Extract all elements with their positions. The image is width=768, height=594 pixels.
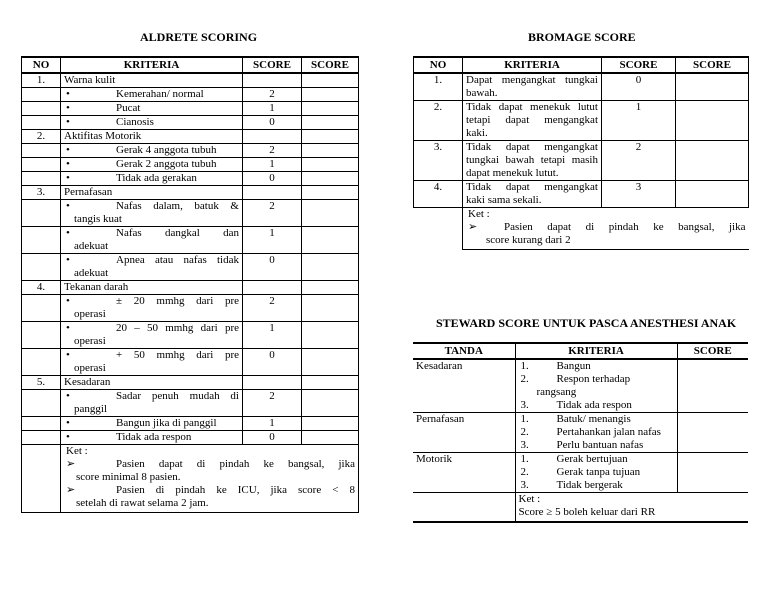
steward-kriteria [515, 399, 677, 413]
steward-item-text: Tidak ada respon [556, 399, 632, 411]
aldrete-empty-cell [302, 227, 359, 254]
aldrete-item-score: 1 [243, 102, 302, 116]
steward-kriteria-line [519, 466, 674, 479]
aldrete-ket-2: Pasien di pindah ke ICU, jika score < 8 [116, 484, 355, 496]
aldrete-item-row [22, 88, 359, 102]
steward-tanda: Kesadaran [416, 360, 463, 372]
bromage-empty-cell [676, 73, 749, 101]
aldrete-item-criteria [61, 172, 243, 186]
aldrete-empty-cell [302, 73, 359, 88]
aldrete-empty-cell [22, 200, 61, 227]
aldrete-item-score: 0 [243, 172, 302, 186]
aldrete-item-row [22, 158, 359, 172]
aldrete-section-no: 3. [22, 186, 61, 200]
steward-kriteria [515, 466, 677, 479]
aldrete-header-score: SCORE [243, 57, 302, 73]
bromage-header-no: NO [414, 57, 463, 73]
aldrete-bullet-line [64, 349, 239, 362]
bromage-table [413, 56, 749, 250]
aldrete-empty-cell [22, 322, 61, 349]
steward-item-text: Gerak tanpa tujuan [556, 466, 641, 478]
aldrete-bullet-line [64, 390, 239, 403]
bromage-criteria-line: bawah. [466, 87, 498, 99]
aldrete-empty-cell [22, 390, 61, 417]
steward-ket-cell [515, 493, 748, 523]
steward-ket-label: Ket : [518, 493, 541, 505]
aldrete-item-row [22, 116, 359, 130]
aldrete-item-row [22, 322, 359, 349]
steward-item-number: 3. [520, 439, 529, 451]
bromage-criteria-line: Tidak dapat mengangkat [466, 181, 598, 193]
steward-kriteria-line [519, 360, 674, 373]
aldrete-item-score: 0 [243, 431, 302, 445]
bullet-icon: • [66, 102, 70, 114]
aldrete-item-text: 20 – 50 mmhg dari pre [116, 322, 239, 334]
aldrete-item-score: 2 [243, 200, 302, 227]
steward-tanda [413, 479, 515, 493]
steward-kriteria-line [519, 453, 674, 466]
aldrete-empty-cell [302, 295, 359, 322]
aldrete-item-text: Cianosis [116, 116, 154, 128]
aldrete-empty-cell [302, 200, 359, 227]
steward-tanda [413, 399, 515, 413]
steward-score [677, 413, 748, 427]
aldrete-bullet-line [64, 158, 239, 171]
aldrete-item-text-cont: tangis kuat [74, 213, 122, 225]
steward-item-number: 3. [520, 399, 529, 411]
bromage-ket-text-cont: score kurang dari 2 [486, 234, 571, 246]
steward-row [413, 439, 748, 453]
aldrete-item-criteria [61, 295, 243, 322]
steward-row [413, 373, 748, 399]
aldrete-empty-cell [243, 376, 302, 390]
aldrete-ket-1-cont: score minimal 8 pasien. [76, 471, 181, 483]
aldrete-header-kriteria: KRITERIA [61, 57, 243, 73]
aldrete-empty-cell [302, 116, 359, 130]
bromage-row-score: 1 [602, 101, 676, 141]
steward-item-text: Gerak bertujuan [556, 453, 628, 465]
bromage-empty-cell [676, 181, 749, 208]
aldrete-item-text-cont: adekuat [74, 267, 109, 279]
aldrete-item-row [22, 144, 359, 158]
arrow-bullet-icon: ➢ [468, 221, 478, 233]
aldrete-section-no: 5. [22, 376, 61, 390]
steward-table [413, 342, 748, 523]
steward-item-number: 1. [520, 453, 529, 465]
aldrete-item-score: 1 [243, 322, 302, 349]
steward-ket-row [413, 493, 748, 523]
steward-header-score: SCORE [677, 343, 748, 359]
steward-item-number: 1. [520, 413, 529, 425]
aldrete-section-label: Pernafasan [61, 186, 243, 200]
steward-item-text: Perlu bantuan nafas [556, 439, 644, 451]
bullet-icon: • [66, 322, 70, 334]
steward-row [413, 466, 748, 479]
steward-kriteria-line [519, 426, 674, 439]
steward-row [413, 426, 748, 439]
bromage-row-no: 1. [414, 73, 463, 101]
aldrete-item-criteria [61, 200, 243, 227]
aldrete-item-row [22, 172, 359, 186]
aldrete-item-row [22, 295, 359, 322]
aldrete-section-row [22, 186, 359, 200]
aldrete-empty-cell [302, 390, 359, 417]
steward-item-text: Respon terhadap [556, 373, 631, 385]
aldrete-empty-cell [302, 186, 359, 200]
aldrete-section-no: 4. [22, 281, 61, 295]
bromage-row-no: 2. [414, 101, 463, 141]
steward-tanda [413, 426, 515, 439]
steward-tanda: Motorik [416, 453, 453, 465]
aldrete-empty-cell [22, 431, 61, 445]
steward-item-text: Batuk/ menangis [556, 413, 631, 425]
aldrete-ket-row [22, 445, 359, 513]
aldrete-empty-cell [243, 281, 302, 295]
aldrete-header-no: NO [22, 57, 61, 73]
aldrete-empty-cell [22, 349, 61, 376]
steward-row [413, 479, 748, 493]
bromage-ket-cell [463, 208, 749, 250]
aldrete-section-no: 2. [22, 130, 61, 144]
arrow-bullet-icon: ➢ [66, 484, 76, 496]
aldrete-item-row [22, 200, 359, 227]
aldrete-item-criteria [61, 144, 243, 158]
aldrete-empty-cell [22, 116, 61, 130]
steward-header-row [413, 343, 748, 359]
bromage-row-criteria [463, 181, 602, 208]
steward-score [677, 373, 748, 399]
aldrete-ket-2-cont: setelah di rawat selama 2 jam. [76, 497, 209, 509]
aldrete-item-score: 2 [243, 390, 302, 417]
steward-item-text: Tidak bergerak [556, 479, 623, 491]
bromage-row-criteria [463, 141, 602, 181]
aldrete-empty-cell [22, 227, 61, 254]
aldrete-section-no: 1. [22, 73, 61, 88]
aldrete-empty-cell [302, 376, 359, 390]
aldrete-item-row [22, 254, 359, 281]
bromage-criteria-line: tungkai bawah tetapi masih [466, 154, 598, 166]
steward-kriteria-line [519, 413, 674, 426]
steward-kriteria [515, 426, 677, 439]
bromage-criteria-line: kaki. [466, 127, 488, 139]
bromage-row-no: 4. [414, 181, 463, 208]
aldrete-item-text: Sadar penuh mudah di [116, 390, 239, 402]
steward-score [677, 453, 748, 467]
aldrete-item-row [22, 390, 359, 417]
steward-item-number: 2. [520, 426, 529, 438]
aldrete-item-criteria [61, 116, 243, 130]
steward-kriteria [515, 359, 677, 373]
steward-item-number: 2. [520, 466, 529, 478]
aldrete-item-criteria [61, 417, 243, 431]
bromage-criteria-line: dapat menekuk lutut. [466, 167, 559, 179]
aldrete-empty-cell [22, 295, 61, 322]
aldrete-bullet-line [64, 102, 239, 115]
aldrete-empty-cell [302, 158, 359, 172]
steward-row [413, 399, 748, 413]
bromage-header-kriteria: KRITERIA [463, 57, 602, 73]
aldrete-item-criteria [61, 158, 243, 172]
bromage-criteria-line: kaki sama sekali. [466, 194, 542, 206]
steward-title: STEWARD SCORE UNTUK PASCA ANESTHESI ANAK [436, 316, 737, 330]
aldrete-section-label: Warna kulit [61, 73, 243, 88]
aldrete-bullet-line [64, 144, 239, 157]
aldrete-item-row [22, 349, 359, 376]
steward-tanda: Pernafasan [416, 413, 465, 425]
bullet-icon: • [66, 144, 70, 156]
aldrete-empty-cell [22, 417, 61, 431]
aldrete-item-criteria [61, 88, 243, 102]
steward-kriteria [515, 439, 677, 453]
steward-kriteria-line [519, 439, 674, 452]
aldrete-bullet-line [64, 227, 239, 240]
aldrete-empty-cell [302, 254, 359, 281]
steward-score [677, 399, 748, 413]
steward-kriteria-line [519, 399, 674, 412]
bromage-row-criteria [463, 73, 602, 101]
steward-score [677, 439, 748, 453]
bromage-ket-row [414, 208, 749, 250]
aldrete-bullet-line [64, 431, 239, 444]
aldrete-section-row [22, 281, 359, 295]
aldrete-empty-cell [302, 322, 359, 349]
aldrete-bullet-line [64, 322, 239, 335]
bullet-icon: • [66, 200, 70, 212]
steward-empty-cell [413, 493, 515, 523]
aldrete-item-text-cont: operasi [74, 362, 106, 374]
bullet-icon: • [66, 116, 70, 128]
steward-kriteria-line [519, 373, 674, 386]
bromage-header-score: SCORE [602, 57, 676, 73]
steward-tanda [413, 439, 515, 453]
aldrete-item-row [22, 102, 359, 116]
bromage-header-score-2: SCORE [676, 57, 749, 73]
aldrete-empty-cell [302, 349, 359, 376]
aldrete-empty-cell [22, 144, 61, 158]
bromage-empty-cell [676, 101, 749, 141]
aldrete-item-row [22, 431, 359, 445]
steward-kriteria [515, 453, 677, 467]
bullet-icon: • [66, 254, 70, 266]
aldrete-empty-cell [22, 254, 61, 281]
aldrete-empty-cell [243, 73, 302, 88]
aldrete-bullet-line [64, 88, 239, 101]
aldrete-item-score: 2 [243, 144, 302, 158]
aldrete-bullet-line [64, 254, 239, 267]
arrow-bullet-icon: ➢ [66, 458, 76, 470]
steward-item-text: Pertahankan jalan nafas [556, 426, 661, 438]
steward-kriteria [515, 479, 677, 493]
steward-score [677, 466, 748, 479]
aldrete-item-row [22, 417, 359, 431]
bromage-row [414, 73, 749, 101]
aldrete-bullet-line [64, 116, 239, 129]
aldrete-empty-cell [22, 172, 61, 186]
bromage-criteria-line: Tidak dapat mengangkat [466, 141, 598, 153]
aldrete-bullet-line [64, 172, 239, 185]
bromage-row-score: 0 [602, 73, 676, 101]
steward-item-number: 2. [520, 373, 529, 385]
bullet-icon: • [66, 431, 70, 443]
steward-header-kriteria: KRITERIA [515, 343, 677, 359]
aldrete-ket-line-2 [64, 484, 355, 497]
bromage-empty-cell [414, 208, 463, 250]
aldrete-empty-cell [22, 102, 61, 116]
steward-item-number: 1. [520, 360, 529, 372]
bromage-row-no: 3. [414, 141, 463, 181]
aldrete-ket-label: Ket : [66, 445, 88, 457]
bromage-title: BROMAGE SCORE [528, 30, 636, 44]
aldrete-empty-cell [22, 158, 61, 172]
aldrete-empty-cell [302, 102, 359, 116]
aldrete-section-label: Tekanan darah [61, 281, 243, 295]
aldrete-item-text: Apnea atau nafas tidak [116, 254, 239, 266]
aldrete-empty-cell [302, 88, 359, 102]
aldrete-empty-cell [243, 186, 302, 200]
aldrete-bullet-line [64, 295, 239, 308]
aldrete-item-text: Nafas dalam, batuk & [116, 200, 239, 212]
steward-score [677, 426, 748, 439]
aldrete-empty-cell [302, 130, 359, 144]
steward-row [413, 413, 748, 427]
steward-kriteria-line [519, 479, 674, 492]
aldrete-item-row [22, 227, 359, 254]
aldrete-section-label: Aktifitas Motorik [61, 130, 243, 144]
bromage-row-score: 3 [602, 181, 676, 208]
steward-kriteria [515, 373, 677, 399]
aldrete-item-text-cont: operasi [74, 308, 106, 320]
bromage-empty-cell [676, 141, 749, 181]
bullet-icon: • [66, 417, 70, 429]
aldrete-item-text: Bangun jika di panggil [116, 417, 217, 429]
aldrete-item-criteria [61, 102, 243, 116]
aldrete-section-row [22, 376, 359, 390]
steward-row [413, 453, 748, 467]
aldrete-bullet-line [64, 200, 239, 213]
aldrete-item-criteria [61, 349, 243, 376]
bullet-icon: • [66, 227, 70, 239]
aldrete-item-text: Gerak 2 anggota tubuh [116, 158, 217, 170]
aldrete-empty-cell [243, 130, 302, 144]
aldrete-item-score: 0 [243, 116, 302, 130]
aldrete-empty-cell [302, 172, 359, 186]
aldrete-item-criteria [61, 254, 243, 281]
aldrete-item-score: 1 [243, 417, 302, 431]
bullet-icon: • [66, 158, 70, 170]
steward-kriteria [515, 413, 677, 427]
bromage-criteria-line: tetapi dapat mengangkat [466, 114, 598, 126]
aldrete-item-text: Nafas dangkal dan [116, 227, 239, 239]
aldrete-item-score: 0 [243, 254, 302, 281]
steward-tanda [413, 373, 515, 399]
aldrete-item-text: + 50 mmhg dari pre [116, 349, 239, 361]
aldrete-bullet-line [64, 417, 239, 430]
aldrete-item-criteria [61, 227, 243, 254]
bromage-criteria-line: Tidak dapat menekuk lutut [466, 101, 598, 113]
aldrete-item-criteria [61, 431, 243, 445]
aldrete-item-score: 2 [243, 88, 302, 102]
bromage-criteria-line: Dapat mengangkat tungkai [466, 74, 598, 86]
aldrete-section-row [22, 73, 359, 88]
aldrete-item-score: 0 [243, 349, 302, 376]
steward-score [677, 479, 748, 493]
aldrete-empty-cell [22, 88, 61, 102]
steward-header-tanda: TANDA [413, 343, 515, 359]
aldrete-header-row [22, 57, 359, 73]
aldrete-item-criteria [61, 390, 243, 417]
bromage-row-score: 2 [602, 141, 676, 181]
bullet-icon: • [66, 390, 70, 402]
aldrete-item-text-cont: operasi [74, 335, 106, 347]
bullet-icon: • [66, 295, 70, 307]
aldrete-empty-cell [302, 431, 359, 445]
aldrete-item-text: Pucat [116, 102, 141, 114]
aldrete-empty-cell [302, 144, 359, 158]
bullet-icon: • [66, 349, 70, 361]
steward-item-text: Bangun [556, 360, 591, 372]
bromage-row-criteria [463, 101, 602, 141]
aldrete-item-text: Tidak ada respon [116, 431, 192, 443]
aldrete-item-score: 1 [243, 158, 302, 172]
aldrete-item-text: ± 20 mmhg dari pre [116, 295, 239, 307]
aldrete-title: ALDRETE SCORING [140, 30, 258, 44]
steward-item-number: 3. [520, 479, 529, 491]
bromage-row [414, 181, 749, 208]
bromage-row [414, 101, 749, 141]
bullet-icon: • [66, 88, 70, 100]
aldrete-item-text-cont: panggil [74, 403, 107, 415]
bromage-ket-label: Ket : [468, 208, 490, 220]
aldrete-item-text: Kemerahan/ normal [116, 88, 204, 100]
steward-tanda [413, 466, 515, 479]
bullet-icon: • [66, 172, 70, 184]
steward-score [677, 359, 748, 373]
aldrete-item-criteria [61, 322, 243, 349]
aldrete-empty-cell [302, 417, 359, 431]
aldrete-ket-cell [61, 445, 359, 513]
aldrete-ket-line-1 [64, 458, 355, 471]
aldrete-item-text: Gerak 4 anggota tubuh [116, 144, 217, 156]
aldrete-table [21, 56, 359, 513]
aldrete-section-label: Kesadaran [61, 376, 243, 390]
steward-item-text-cont: rangsang [536, 386, 577, 398]
bromage-row [414, 141, 749, 181]
aldrete-item-score: 1 [243, 227, 302, 254]
aldrete-item-text-cont: adekuat [74, 240, 109, 252]
bromage-ket-text: Pasien dapat di pindah ke bangsal, jika [504, 221, 746, 233]
aldrete-header-score-2: SCORE [302, 57, 359, 73]
aldrete-empty-cell [302, 281, 359, 295]
bromage-header-row [414, 57, 749, 73]
steward-row [413, 359, 748, 373]
aldrete-item-text: Tidak ada gerakan [116, 172, 197, 184]
steward-ket-text: Score ≥ 5 boleh keluar dari RR [518, 506, 656, 518]
aldrete-ket-1: Pasien dapat di pindah ke bangsal, jika [116, 458, 355, 470]
bromage-ket-line [466, 221, 746, 234]
aldrete-empty-cell [22, 445, 61, 513]
aldrete-item-score: 2 [243, 295, 302, 322]
aldrete-section-row [22, 130, 359, 144]
